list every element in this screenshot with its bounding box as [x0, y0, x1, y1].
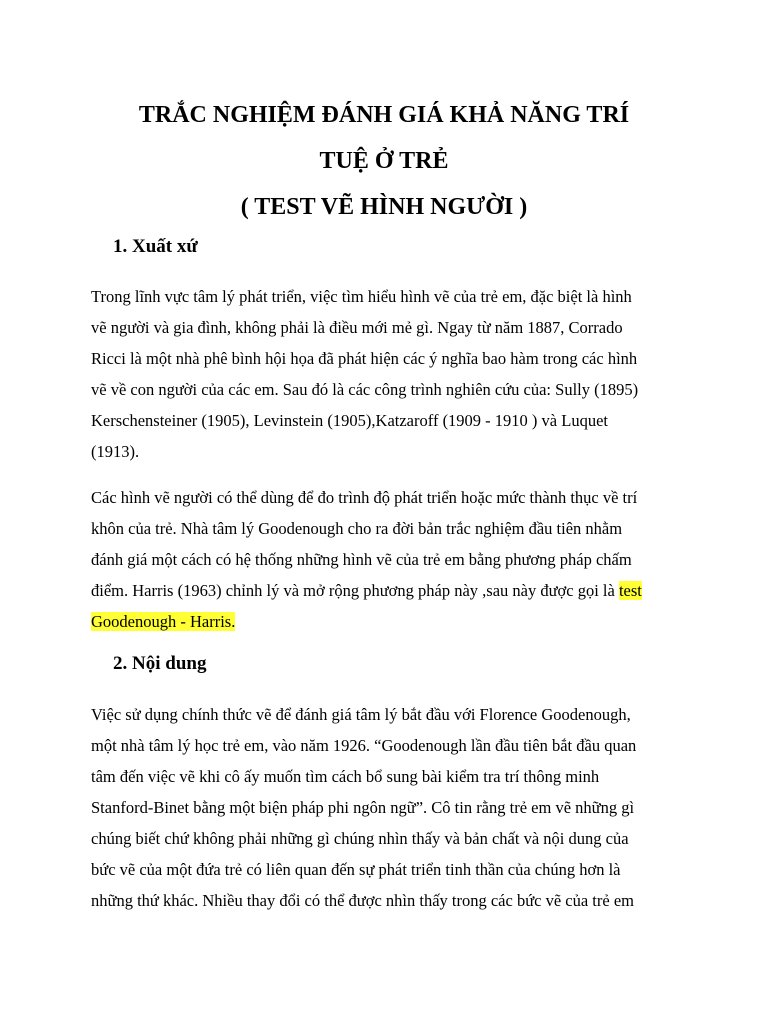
document-title-line-2: TUỆ Ở TRẺ	[319, 148, 449, 174]
paragraph-line: chúng biết chứ không phải những gì chúng nhìn thấy và bản chất và nội dung của	[91, 829, 629, 848]
paragraph-line: bức vẽ của một đứa trẻ có liên quan đến sự phát triển tinh thần của chúng hơn là	[91, 860, 621, 879]
section-heading-content: 2. Nội dung	[113, 653, 207, 674]
paragraph-line: đánh giá một cách có hệ thống những hình vẽ của trẻ em bằng phương pháp chấm	[91, 550, 632, 569]
paragraph-line: vẽ người và gia đình, không phải là điều mới mẻ gì. Ngay từ năm 1887, Corrado	[91, 318, 623, 337]
paragraph-line: Kerschensteiner (1905), Levinstein (1905),Katzaroff (1909 - 1910 ) và Luquet	[91, 411, 608, 430]
paragraph-line: Việc sử dụng chính thức vẽ để đánh giá tâm lý bắt đầu với Florence Goodenough,	[91, 705, 631, 724]
highlighted-text: Goodenough - Harris.	[91, 612, 236, 631]
paragraph-line: (1913).	[91, 442, 140, 461]
section-heading-origin: 1. Xuất xứ	[113, 236, 198, 257]
paragraph-line-text: điểm. Harris (1963) chỉnh lý và mở rộng phương pháp này ,sau này được gọi là	[91, 581, 619, 600]
paragraph-origin-history	[91, 281, 691, 467]
paragraph-line: tâm đến việc vẽ khi cô ấy muốn tìm cách bổ sung bài kiểm tra trí thông minh	[91, 767, 600, 786]
paragraph-line	[91, 606, 691, 637]
paragraph-line: Trong lĩnh vực tâm lý phát triển, việc tìm hiểu hình vẽ của trẻ em, đặc biệt là hình	[91, 287, 632, 306]
paragraph-line: một nhà tâm lý học trẻ em, vào năm 1926. “Goodenough lần đầu tiên bắt đầu quan	[91, 736, 637, 755]
paragraph-line: Stanford-Binet bằng một biện pháp phi ngôn ngữ”. Cô tin rằng trẻ em vẽ những gì	[91, 798, 635, 817]
paragraph-line: khôn của trẻ. Nhà tâm lý Goodenough cho ra đời bản trắc nghiệm đầu tiên nhằm	[91, 519, 623, 538]
paragraph-line: Các hình vẽ người có thể dùng để đo trình độ phát triển hoặc mức thành thục về trí	[91, 488, 638, 507]
paragraph-goodenough-harris	[91, 482, 691, 637]
document-title-line-1: TRẮC NGHIỆM ĐÁNH GIÁ KHẢ NĂNG TRÍ	[138, 102, 630, 128]
paragraph-line	[91, 575, 691, 606]
paragraph-line: vẽ về con người của các em. Sau đó là các công trình nghiên cứu của: Sully (1895)	[91, 380, 639, 399]
highlighted-text: test	[618, 581, 642, 600]
paragraph-line: những thứ khác. Nhiều thay đổi có thể được nhìn thấy trong các bức vẽ của trẻ em	[91, 891, 634, 910]
paragraph-content	[91, 699, 691, 916]
document-title-line-3: ( TEST VẼ HÌNH NGƯỜI )	[240, 194, 528, 220]
paragraph-line: Ricci là một nhà phê bình hội họa đã phát hiện các ý nghĩa bao hàm trong các hình	[91, 349, 638, 368]
